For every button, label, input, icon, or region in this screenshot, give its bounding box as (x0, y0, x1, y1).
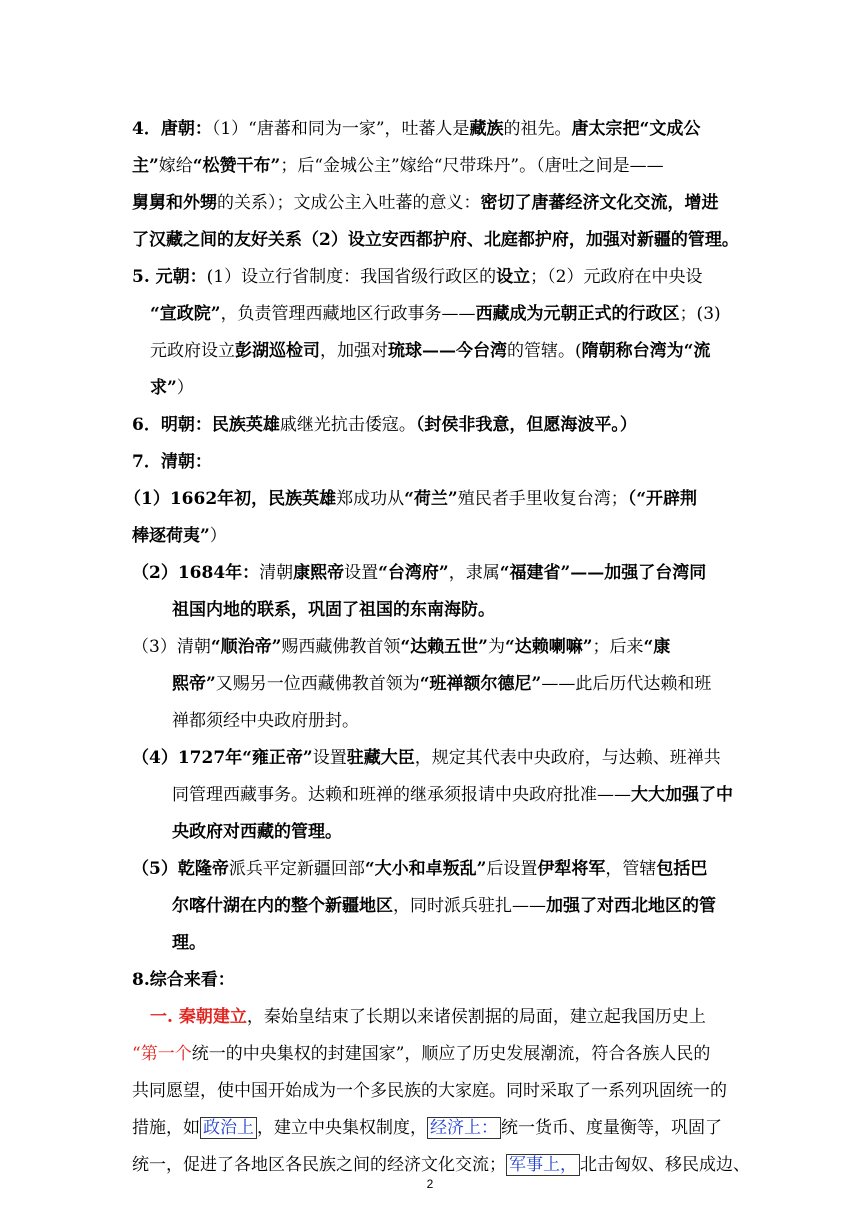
line-19: 同管理西藏事务。达赖和班禅的继承须报请中央政府批准——大大加强了中 (172, 785, 733, 805)
economic-tag: 经济上： (427, 1117, 501, 1139)
line-13: （2）1684年：清朝康熙帝设置“台湾府”，隶属“福建省”——加强了台湾同 (132, 563, 707, 583)
line-20: 央政府对西藏的管理。 (172, 822, 342, 842)
political-tag: 政治上 (200, 1117, 257, 1139)
line-9: 6．明朝：民族英雄戚继光抗击倭寇。（封侯非我意，但愿海波平。） (132, 415, 637, 435)
line-21: （5）乾隆帝派兵平定新疆回部“大小和卓叛乱”后设置伊犁将军，管辖包括巴 (132, 859, 708, 879)
line-28: 措施，如 政治上 ，建立中央集权制度， 经济上： 统一货币、度量衡等，巩固了 (132, 1118, 722, 1138)
line-25: 一. 秦朝建立，秦始皇结束了长期以来诸侯割据的局面，建立起我国历史上 (150, 1007, 706, 1027)
line-10: 7．清朝： (132, 452, 212, 472)
line-7: 元政府设立彭湖巡检司，加强对琉球——今台湾的管辖。(隋朝称台湾为“流 (150, 341, 711, 361)
line-1: 4．唐朝：（1）“唐蕃和同为一家”，吐蕃人是藏族的祖先。唐太宗把“文成公 (132, 119, 701, 139)
line-17: 禅都须经中央政府册封。 (172, 711, 359, 731)
line-12: 棒逐荷夷”） (132, 526, 227, 546)
line-24: 8.综合来看： (132, 970, 235, 990)
line-5: 5. 元朝：(1）设立行省制度：我国省级行政区的设立；（2）元政府在中央设 (132, 267, 703, 287)
line-4: 了汉藏之间的友好关系（2）设立安西都护府、北庭都护府，加强对新疆的管理。 (132, 230, 739, 250)
military-tag: 军事上， (506, 1154, 580, 1176)
line-6: “宣政院”，负责管理西藏地区行政事务——西藏成为元朝正式的行政区；(3) (150, 304, 721, 324)
line-26: “第一个统一的中央集权的封建国家”，顺应了历史发展潮流，符合各族人民的 (132, 1044, 711, 1064)
line-29: 统一，促进了各地区各民族之间的经济文化交流； 军事上， 北击匈奴、移民成边、 (132, 1155, 750, 1175)
line-16: 熙帝”又赐另一位西藏佛教首领为“班禅额尔德尼”——此后历代达赖和班 (172, 674, 712, 694)
line-11: （1）1662年初，民族英雄郑成功从“荷兰”殖民者手里收复台湾；（“开辟荆 (124, 489, 697, 509)
line-23: 理。 (172, 933, 206, 953)
line-3: 舅舅和外甥的关系）；文成公主入吐蕃的意义：密切了唐蕃经济文化交流，增进 (132, 193, 719, 213)
line-22: 尔喀什湖在内的整个新疆地区，同时派兵驻扎——加强了对西北地区的管 (172, 896, 716, 916)
page-number: 2 (426, 1177, 434, 1191)
line-15: （3）清朝“顺治帝”赐西藏佛教首领“达赖五世”为“达赖喇嘛”；后来“康 (132, 637, 671, 657)
line-27: 共同愿望，使中国开始成为一个多民族的大家庭。同时采取了一系列巩固统一的 (132, 1081, 727, 1101)
line-18: （4）1727年“雍正帝”设置驻藏大臣，规定其代表中央政府，与达赖、班禅共 (132, 748, 721, 768)
line-2: 主”嫁给“松赞干布”；后“金城公主”嫁给“尺带珠丹”。（唐吐之间是—— (132, 156, 664, 176)
line-8: 求”） (150, 378, 194, 398)
line-14: 祖国内地的联系，巩固了祖国的东南海防。 (172, 600, 495, 620)
